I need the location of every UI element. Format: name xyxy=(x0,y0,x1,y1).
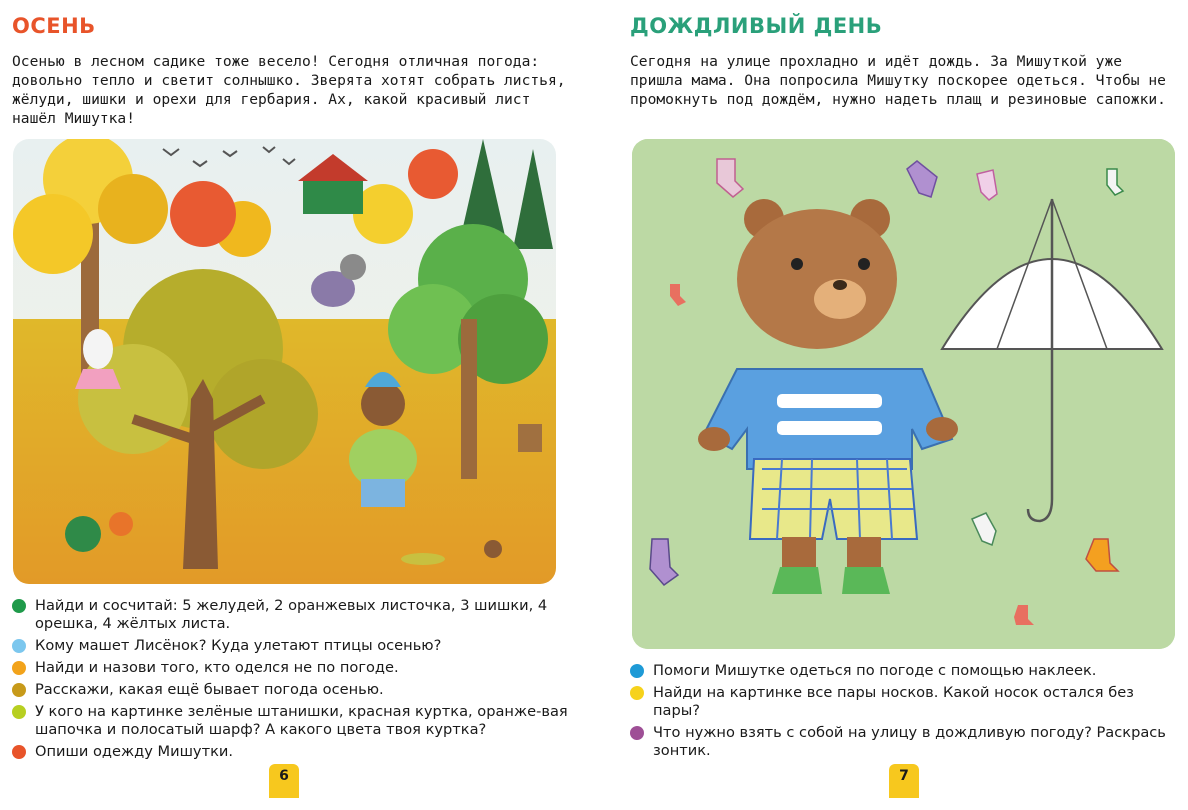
list-item xyxy=(12,703,572,739)
bullet-dot-icon xyxy=(12,639,26,653)
task-text: Найди на картинке все пары носков. Какой носок остался без пары? xyxy=(653,684,1134,719)
bullet-dot-icon xyxy=(12,683,26,697)
task-text: Расскажи, какая ещё бывает погода осенью. xyxy=(35,681,384,698)
bullet-dot-icon xyxy=(12,599,26,613)
task-text: Найди и сосчитай: 5 желудей, 2 оранжевых листочка, 3 шишки, 4 орешка, 4 жёлтых листа. xyxy=(35,597,548,632)
page-number: 6 xyxy=(269,764,299,798)
list-item xyxy=(630,684,1185,720)
task-list-rainy-day xyxy=(630,662,1185,764)
bullet-dot-icon xyxy=(630,726,644,740)
list-item xyxy=(12,637,572,655)
task-list-autumn xyxy=(12,597,572,765)
task-text: У кого на картинке зелёные штанишки, красная куртка, оранже-вая шапочка и полосатый шарф? А какого цвета твоя куртка? xyxy=(35,703,568,738)
list-item xyxy=(12,597,572,633)
list-item xyxy=(12,659,572,677)
task-text: Что нужно взять с собой на улицу в дождливую погоду? Раскрась зонтик. xyxy=(653,724,1166,759)
list-item xyxy=(12,681,572,699)
list-item xyxy=(630,662,1185,680)
task-text: Помоги Мишутке одеться по погоде с помощью наклеек. xyxy=(653,662,1097,679)
list-item xyxy=(630,724,1185,760)
bullet-dot-icon xyxy=(12,661,26,675)
task-text: Найди и назови того, кто оделся не по погоде. xyxy=(35,659,399,676)
bear-dressing-illustration xyxy=(632,139,1175,649)
right-page xyxy=(594,0,1188,810)
page-number: 7 xyxy=(889,764,919,798)
intro-text-rainy-day: Сегодня на улице прохладно и идёт дождь. За Мишуткой уже пришла мама. Она попросила Мишутку поскорее одеться. Чтобы не промокнуть под дождём, нужно надеть плащ и резиновые сапожки. xyxy=(630,53,1166,108)
page-title-autumn: ОСЕНЬ xyxy=(12,14,96,38)
intro-text-autumn: Осенью в лесном садике тоже весело! Сегодня отличная погода: довольно тепло и светит солнышко. Зверята хотят собрать листья, жёлуди, шишки и орехи для гербария. Ах, какой красивый лист нашёл Мишутка! xyxy=(12,53,566,127)
list-item xyxy=(12,743,572,761)
task-text: Опиши одежду Мишутки. xyxy=(35,743,234,760)
bullet-dot-icon xyxy=(12,745,26,759)
bullet-dot-icon xyxy=(630,664,644,678)
bullet-dot-icon xyxy=(12,705,26,719)
bullet-dot-icon xyxy=(630,686,644,700)
task-text: Кому машет Лисёнок? Куда улетают птицы осенью? xyxy=(35,637,442,654)
page-title-rainy-day: ДОЖДЛИВЫЙ ДЕНЬ xyxy=(630,14,883,38)
autumn-illustration xyxy=(13,139,556,584)
